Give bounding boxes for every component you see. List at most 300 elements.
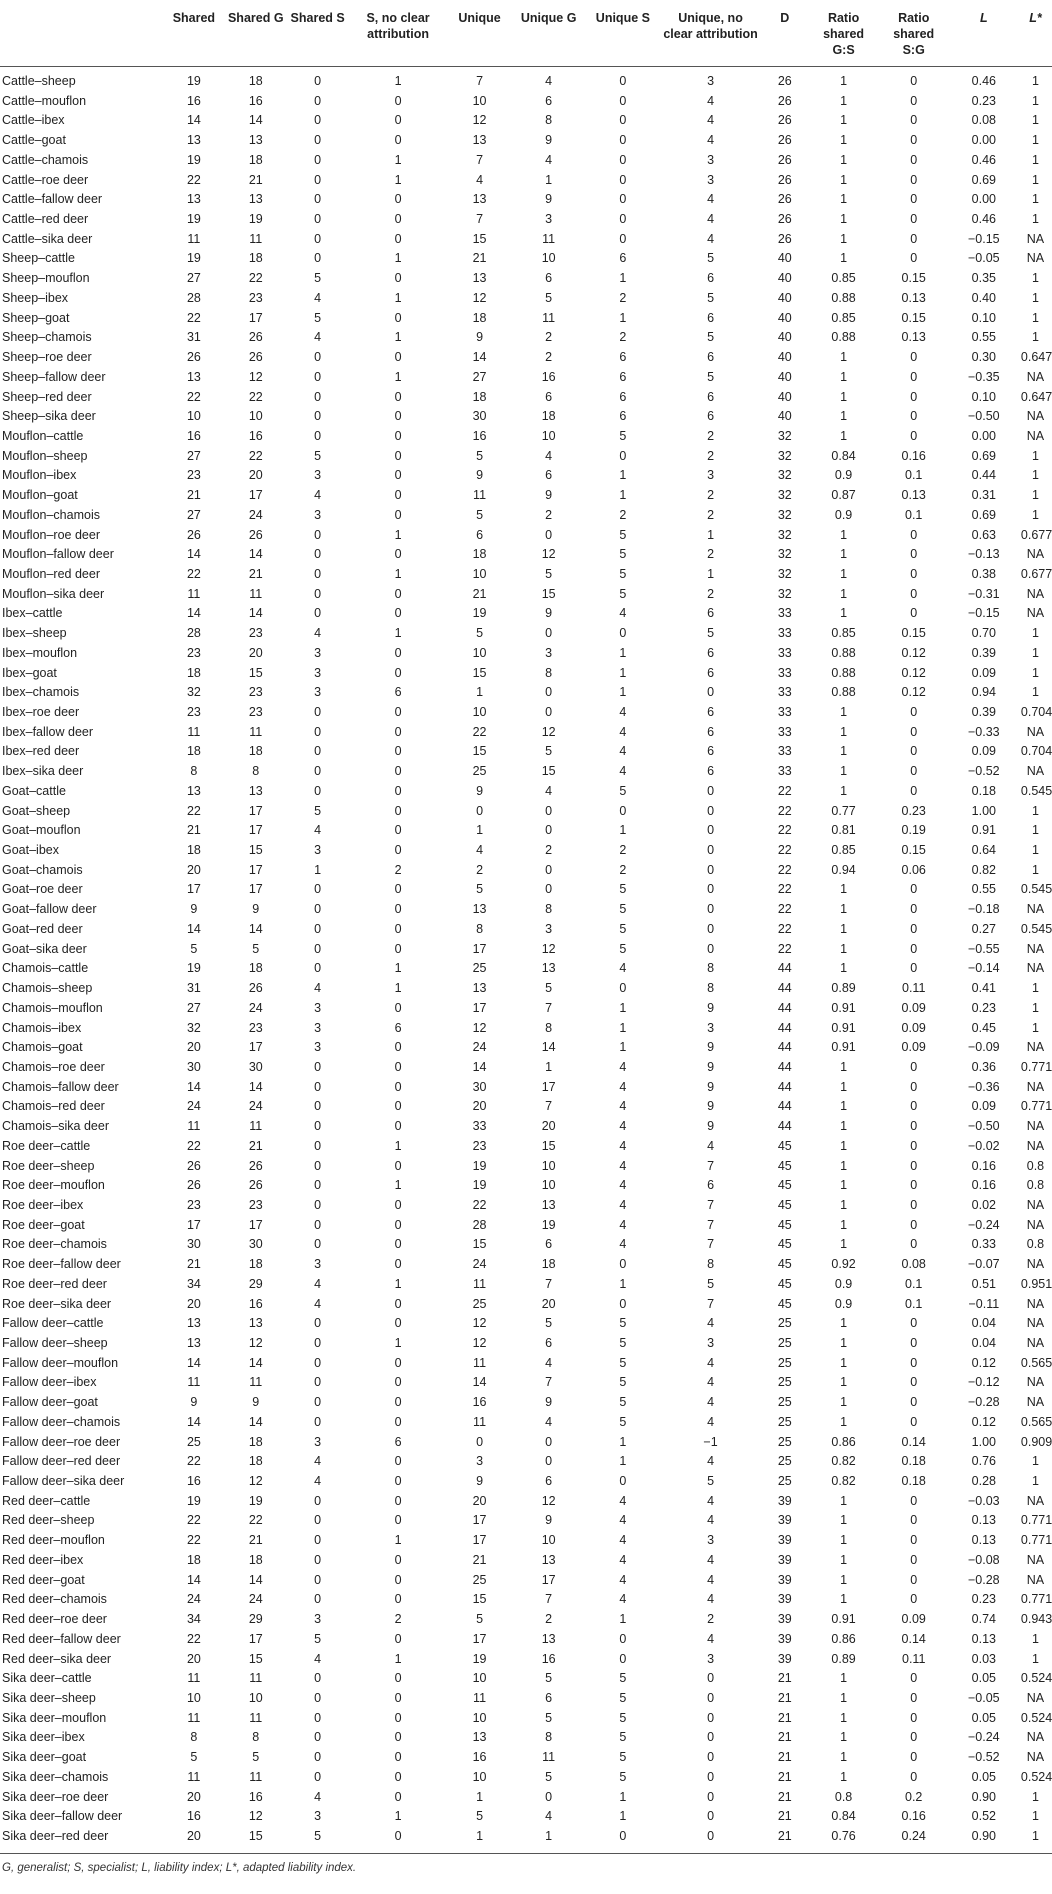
table-cell: 0 <box>619 1828 627 1843</box>
table-cell: 0 <box>910 152 918 167</box>
table-cell: NA <box>1026 1493 1045 1508</box>
table-cell: 7 <box>476 74 484 88</box>
table-cell: 4 <box>476 172 484 187</box>
column-header-6: Unique G <box>512 6 586 66</box>
table-cell: 14 <box>186 606 201 621</box>
column-header-5: Unique <box>448 6 512 66</box>
species-pair-cell: Roe deer–mouflon <box>2 1178 105 1193</box>
table-row <box>0 407 1052 427</box>
table-cell: 0 <box>394 507 402 522</box>
table-cell: 23 <box>186 645 201 660</box>
table-cell: 22 <box>186 803 201 818</box>
table-cell: 4 <box>314 1296 322 1311</box>
table-cell: 23 <box>186 1197 201 1212</box>
table-cell: 5 <box>252 941 260 956</box>
table-cell: 1 <box>707 566 715 581</box>
table-cell: 5 <box>476 507 484 522</box>
species-pair-cell: Cattle–sheep <box>2 74 76 88</box>
table-cell: 5 <box>476 626 484 641</box>
table-cell: 19 <box>186 251 201 266</box>
table-cell: 6 <box>707 409 715 424</box>
table-row <box>0 664 1052 684</box>
species-pair-cell: Sika deer–mouflon <box>2 1710 107 1725</box>
table-cell: 7 <box>545 1000 553 1015</box>
table-cell: 32 <box>777 547 792 562</box>
table-cell: 8 <box>545 113 553 128</box>
column-header-3: Shared S <box>287 6 349 66</box>
table-cell: 0.88 <box>831 645 856 660</box>
table-cell: 0.05 <box>971 1671 996 1686</box>
table-cell: 0 <box>619 1474 627 1489</box>
species-pair-cell: Ibex–sika deer <box>2 764 84 779</box>
table-cell: 0 <box>394 1395 402 1410</box>
table-cell: 0.704 <box>1020 705 1052 719</box>
table-cell: 3 <box>314 1257 322 1272</box>
table-cell: 4 <box>545 1355 553 1370</box>
table-cell: 15 <box>248 1651 263 1666</box>
table-cell: 44 <box>777 1020 792 1035</box>
table-cell: 2 <box>619 330 627 345</box>
table-cell: 4 <box>707 113 715 128</box>
species-pair-cell: Sheep–sika deer <box>2 409 96 424</box>
table-cell: 40 <box>777 369 792 384</box>
table-cell: 5 <box>619 1375 627 1390</box>
table-row <box>0 210 1052 230</box>
table-cell: 39 <box>777 1612 792 1627</box>
table-cell: NA <box>1026 902 1045 917</box>
table-cell: 15 <box>248 1828 263 1843</box>
table-cell: 4 <box>707 1513 715 1528</box>
table-cell: 0.13 <box>971 1513 996 1528</box>
table-cell: 25 <box>777 1414 792 1429</box>
species-pair-cell: Mouflon–ibex <box>2 468 77 483</box>
table-cell: 26 <box>186 1178 201 1193</box>
table-cell: 5 <box>545 981 553 996</box>
table-cell: 1 <box>394 1276 402 1291</box>
table-cell: 0.09 <box>971 1099 996 1114</box>
table-row <box>0 1511 1052 1531</box>
table-cell: 0.18 <box>971 783 996 798</box>
table-cell: 2 <box>545 507 553 522</box>
table-cell: 2 <box>619 862 627 877</box>
table-row <box>0 190 1052 210</box>
species-pair-cell: Sheep–cattle <box>2 251 75 266</box>
table-cell: 1 <box>840 1197 848 1212</box>
table-cell: 1 <box>476 1828 484 1843</box>
species-pair-cell: Roe deer–sika deer <box>2 1296 112 1311</box>
table-cell: 1 <box>840 1533 848 1548</box>
table-cell: 5 <box>476 1809 484 1824</box>
table-row <box>0 880 1052 900</box>
table-cell: 0 <box>394 428 402 443</box>
table-cell: 0.85 <box>831 843 856 858</box>
table-cell: 11 <box>187 231 201 246</box>
table-cell: 1 <box>840 212 848 227</box>
table-cell: 0 <box>314 172 322 187</box>
table-cell: 0 <box>910 1769 918 1784</box>
table-cell: 0 <box>394 803 402 818</box>
table-cell: 1 <box>545 1059 553 1074</box>
table-row <box>0 131 1052 151</box>
table-cell: 9 <box>707 1000 715 1015</box>
table-cell: 15 <box>472 665 487 680</box>
table-cell: 0 <box>910 586 918 601</box>
species-pair-cell: Fallow deer–mouflon <box>2 1355 119 1370</box>
table-cell: 0.46 <box>971 212 996 227</box>
table-cell: 10 <box>186 1690 201 1705</box>
table-cell: 12 <box>248 369 263 384</box>
species-pair-cell: Red deer–mouflon <box>2 1533 105 1548</box>
table-row <box>0 545 1052 565</box>
table-cell: 17 <box>248 823 263 838</box>
table-cell: 17 <box>186 882 201 897</box>
table-cell: 0.09 <box>971 744 996 759</box>
table-cell: 22 <box>248 448 263 463</box>
species-pair-cell: Mouflon–cattle <box>2 428 84 443</box>
table-cell: 3 <box>707 468 715 483</box>
table-cell: NA <box>1026 1217 1045 1232</box>
table-cell: 16 <box>248 1789 263 1804</box>
table-cell: 0 <box>314 1237 322 1252</box>
table-cell: 17 <box>472 941 487 956</box>
table-cell: 21 <box>777 1809 792 1824</box>
species-pair-cell: Red deer–ibex <box>2 1552 84 1567</box>
table-cell: 10 <box>186 409 201 424</box>
table-cell: 11 <box>187 586 201 601</box>
table-cell: 1 <box>840 1730 848 1745</box>
table-cell: 20 <box>248 645 263 660</box>
table-row <box>0 72 1052 92</box>
table-cell: 0 <box>394 1355 402 1370</box>
table-cell: 13 <box>186 783 201 798</box>
table-cell: 1.00 <box>971 803 996 818</box>
table-cell: 0.30 <box>971 350 996 365</box>
table-cell: 1 <box>840 172 848 187</box>
table-cell: 18 <box>541 1257 556 1272</box>
table-cell: 21 <box>472 1552 487 1567</box>
table-cell: 0 <box>314 1336 322 1350</box>
table-cell: 3 <box>314 1040 322 1055</box>
table-cell: 11 <box>249 1710 263 1725</box>
table-cell: 20 <box>186 1296 201 1311</box>
table-cell: 0 <box>910 1316 918 1331</box>
table-cell: −0.15 <box>968 606 1000 621</box>
table-cell: 39 <box>777 1592 792 1607</box>
table-cell: 0.14 <box>901 1631 926 1646</box>
table-cell: 0 <box>619 152 627 167</box>
table-cell: 23 <box>248 685 263 700</box>
table-cell: 0 <box>910 1710 918 1725</box>
table-cell: 23 <box>248 626 263 641</box>
table-cell: 27 <box>186 507 201 522</box>
table-cell: 9 <box>545 1395 553 1410</box>
table-row <box>0 782 1052 802</box>
table-cell: NA <box>1026 1572 1045 1587</box>
table-cell: 0.23 <box>971 1000 996 1015</box>
table-cell: 1 <box>1031 271 1039 286</box>
table-cell: 6 <box>619 350 627 365</box>
table-cell: 1 <box>1031 212 1039 227</box>
table-cell: 10 <box>541 1158 556 1173</box>
table-cell: 4 <box>707 133 715 148</box>
table-cell: 0 <box>314 705 322 719</box>
species-pair-cell: Ibex–chamois <box>2 685 80 700</box>
table-cell: 6 <box>545 271 553 286</box>
table-cell: 4 <box>545 448 553 463</box>
table-cell: 31 <box>186 981 201 996</box>
species-pair-cell: Chamois–mouflon <box>2 1000 103 1015</box>
table-cell: 0 <box>394 1474 402 1489</box>
table-cell: 1 <box>1031 1789 1039 1804</box>
table-cell: 3 <box>545 921 553 936</box>
table-cell: 20 <box>186 1828 201 1843</box>
table-cell: 6 <box>707 389 715 404</box>
table-cell: 17 <box>472 1533 487 1548</box>
table-cell: 0.9 <box>834 1276 853 1291</box>
species-pair-cell: Goat–sika deer <box>2 941 87 956</box>
table-cell: 0 <box>314 1395 322 1410</box>
table-cell: 39 <box>777 1631 792 1646</box>
table-cell: 1 <box>1031 113 1039 128</box>
species-pair-cell: Cattle–roe deer <box>2 172 89 187</box>
table-cell: 0.771 <box>1020 1059 1052 1074</box>
table-cell: 8 <box>190 1730 198 1745</box>
table-cell: 0.12 <box>971 1355 996 1370</box>
table-cell: 7 <box>707 1217 715 1232</box>
table-cell: 0 <box>394 1414 402 1429</box>
table-cell: 10 <box>472 1710 487 1725</box>
species-pair-cell: Red deer–roe deer <box>2 1612 107 1627</box>
table-cell: 25 <box>472 1572 487 1587</box>
table-cell: 10 <box>472 645 487 660</box>
table-cell: 9 <box>476 468 484 483</box>
species-pair-cell: Ibex–fallow deer <box>2 724 94 739</box>
species-pair-cell: Mouflon–roe deer <box>2 527 100 542</box>
table-cell: 9 <box>545 488 553 503</box>
table-cell: 0.52 <box>971 1809 996 1824</box>
table-cell: 1 <box>840 113 848 128</box>
table-cell: 0 <box>314 1572 322 1587</box>
table-cell: 0.647 <box>1020 389 1052 404</box>
table-cell: 0.09 <box>901 1612 926 1627</box>
table-cell: 0.86 <box>831 1434 856 1449</box>
table-cell: 0 <box>394 1572 402 1587</box>
table-cell: 1 <box>394 251 402 266</box>
table-cell: NA <box>1026 231 1045 246</box>
table-cell: 0 <box>707 1710 715 1725</box>
table-cell: 0.36 <box>971 1059 996 1074</box>
table-row <box>0 1157 1052 1177</box>
table-cell: 4 <box>707 1355 715 1370</box>
table-cell: 0 <box>910 192 918 207</box>
species-pair-cell: Fallow deer–red deer <box>2 1454 121 1469</box>
table-cell: 8 <box>707 981 715 996</box>
table-cell: 8 <box>545 1020 553 1035</box>
table-cell: 1 <box>1031 192 1039 207</box>
table-cell: 9 <box>545 606 553 621</box>
table-cell: 21 <box>777 1730 792 1745</box>
table-row <box>0 111 1052 131</box>
table-cell: 23 <box>248 1197 263 1212</box>
table-cell: 0 <box>910 1592 918 1607</box>
table-cell: NA <box>1026 1730 1045 1745</box>
table-row <box>0 1709 1052 1729</box>
table-cell: 5 <box>476 882 484 897</box>
table-cell: 25 <box>186 1434 201 1449</box>
table-cell: 10 <box>472 566 487 581</box>
table-cell: −0.18 <box>968 902 1000 917</box>
table-cell: 6 <box>545 1474 553 1489</box>
table-cell: 1 <box>840 231 848 246</box>
table-cell: 17 <box>472 1000 487 1015</box>
table-cell: 0 <box>394 1316 402 1331</box>
species-pair-cell: Fallow deer–goat <box>2 1395 98 1410</box>
table-cell: 25 <box>777 1395 792 1410</box>
table-cell: 33 <box>777 685 792 700</box>
species-pair-cell: Ibex–roe deer <box>2 705 80 719</box>
table-cell: 40 <box>777 310 792 325</box>
table-cell: 0 <box>314 113 322 128</box>
table-row <box>0 1196 1052 1216</box>
table-cell: 1 <box>840 1138 848 1153</box>
table-cell: 22 <box>186 1138 201 1153</box>
table-cell: 0.12 <box>901 665 926 680</box>
table-cell: 2 <box>707 488 715 503</box>
table-cell: 0 <box>910 389 918 404</box>
table-cell: 14 <box>186 1355 201 1370</box>
table-cell: 1 <box>314 862 322 877</box>
species-pair-cell: Chamois–fallow deer <box>2 1079 119 1094</box>
table-cell: 7 <box>707 1296 715 1311</box>
table-cell: 21 <box>248 1138 263 1153</box>
table-cell: 0.91 <box>831 1612 856 1627</box>
table-cell: 4 <box>314 330 322 345</box>
table-cell: NA <box>1026 1079 1045 1094</box>
table-cell: 1 <box>1031 133 1039 148</box>
table-cell: 1 <box>1031 330 1039 345</box>
table-cell: 1 <box>840 1158 848 1173</box>
table-cell: 0 <box>910 527 918 542</box>
table-cell: 5 <box>619 1769 627 1784</box>
table-cell: 0 <box>314 902 322 917</box>
table-cell: 0 <box>910 547 918 562</box>
table-cell: 0 <box>394 93 402 108</box>
table-cell: 0 <box>314 566 322 581</box>
species-pair-cell: Chamois–sika deer <box>2 1119 109 1134</box>
table-cell: 4 <box>707 231 715 246</box>
species-pair-cell: Goat–red deer <box>2 921 83 936</box>
table-cell: 11 <box>542 231 556 246</box>
table-cell: 1 <box>394 290 402 305</box>
table-cell: 1 <box>840 961 848 976</box>
table-cell: 16 <box>541 369 556 384</box>
table-cell: 0 <box>910 566 918 581</box>
table-cell: 1 <box>394 152 402 167</box>
table-cell: 1 <box>840 1710 848 1725</box>
table-cell: 5 <box>619 941 627 956</box>
table-cell: 0 <box>394 1493 402 1508</box>
table-row <box>0 920 1052 940</box>
table-cell: 14 <box>186 1572 201 1587</box>
table-cell: 20 <box>472 1493 487 1508</box>
table-cell: 26 <box>186 350 201 365</box>
column-header-11: Ratio shared S:G <box>879 6 949 66</box>
table-cell: 1 <box>840 1769 848 1784</box>
table-cell: 8 <box>252 1730 260 1745</box>
table-cell: 11 <box>187 1710 201 1725</box>
table-cell: 0 <box>394 645 402 660</box>
table-cell: 12 <box>472 113 487 128</box>
table-cell: 1 <box>840 1513 848 1528</box>
table-cell: 19 <box>248 1493 263 1508</box>
table-cell: 44 <box>777 1059 792 1074</box>
table-cell: 45 <box>777 1138 792 1153</box>
species-pair-cell: Ibex–mouflon <box>2 645 78 660</box>
table-cell: 0.647 <box>1020 350 1052 365</box>
table-cell: 1 <box>545 1828 553 1843</box>
table-cell: 4 <box>619 1059 627 1074</box>
table-cell: 44 <box>777 961 792 976</box>
table-cell: 44 <box>777 1099 792 1114</box>
table-cell: 1 <box>619 1809 627 1824</box>
table-cell: 0 <box>314 152 322 167</box>
table-cell: 0 <box>910 93 918 108</box>
table-cell: NA <box>1026 409 1045 424</box>
table-cell: 0.11 <box>902 981 926 996</box>
table-row <box>0 447 1052 467</box>
table-cell: 0 <box>910 1119 918 1134</box>
table-cell: 0.23 <box>971 1592 996 1607</box>
table-cell: 26 <box>248 330 263 345</box>
table-cell: 1 <box>1031 1828 1039 1843</box>
table-cell: NA <box>1026 941 1045 956</box>
table-cell: 4 <box>619 1572 627 1587</box>
table-row <box>0 1038 1052 1058</box>
species-pair-cell: Roe deer–cattle <box>2 1138 91 1153</box>
table-cell: 5 <box>314 271 322 286</box>
table-cell: 1 <box>1031 1631 1039 1646</box>
table-cell: −0.55 <box>968 941 1000 956</box>
table-cell: 33 <box>777 724 792 739</box>
table-cell: 0 <box>314 961 322 976</box>
table-cell: 16 <box>541 1651 556 1666</box>
table-cell: 0.1 <box>905 507 923 522</box>
table-cell: 11 <box>187 1119 201 1134</box>
table-cell: 1 <box>840 74 848 88</box>
table-cell: 21 <box>777 1750 792 1765</box>
table-cell: 0.82 <box>831 1474 856 1489</box>
table-cell: 0.44 <box>971 468 996 483</box>
table-cell: 0 <box>707 685 715 700</box>
table-cell: 10 <box>472 705 487 719</box>
table-cell: 0 <box>910 1138 918 1153</box>
table-cell: 0 <box>314 409 322 424</box>
table-cell: 13 <box>186 133 201 148</box>
table-cell: 14 <box>248 113 263 128</box>
table-cell: 0.31 <box>971 488 996 503</box>
table-cell: 3 <box>476 1454 484 1469</box>
table-row <box>0 1728 1052 1748</box>
table-cell: 22 <box>777 921 792 936</box>
table-cell: 16 <box>472 1750 487 1765</box>
table-cell: 0 <box>707 823 715 838</box>
table-cell: 7 <box>707 1158 715 1173</box>
table-cell: 21 <box>248 172 263 187</box>
table-cell: 14 <box>186 547 201 562</box>
table-row <box>0 1354 1052 1374</box>
table-row <box>0 1117 1052 1137</box>
table-cell: 0.10 <box>971 310 996 325</box>
